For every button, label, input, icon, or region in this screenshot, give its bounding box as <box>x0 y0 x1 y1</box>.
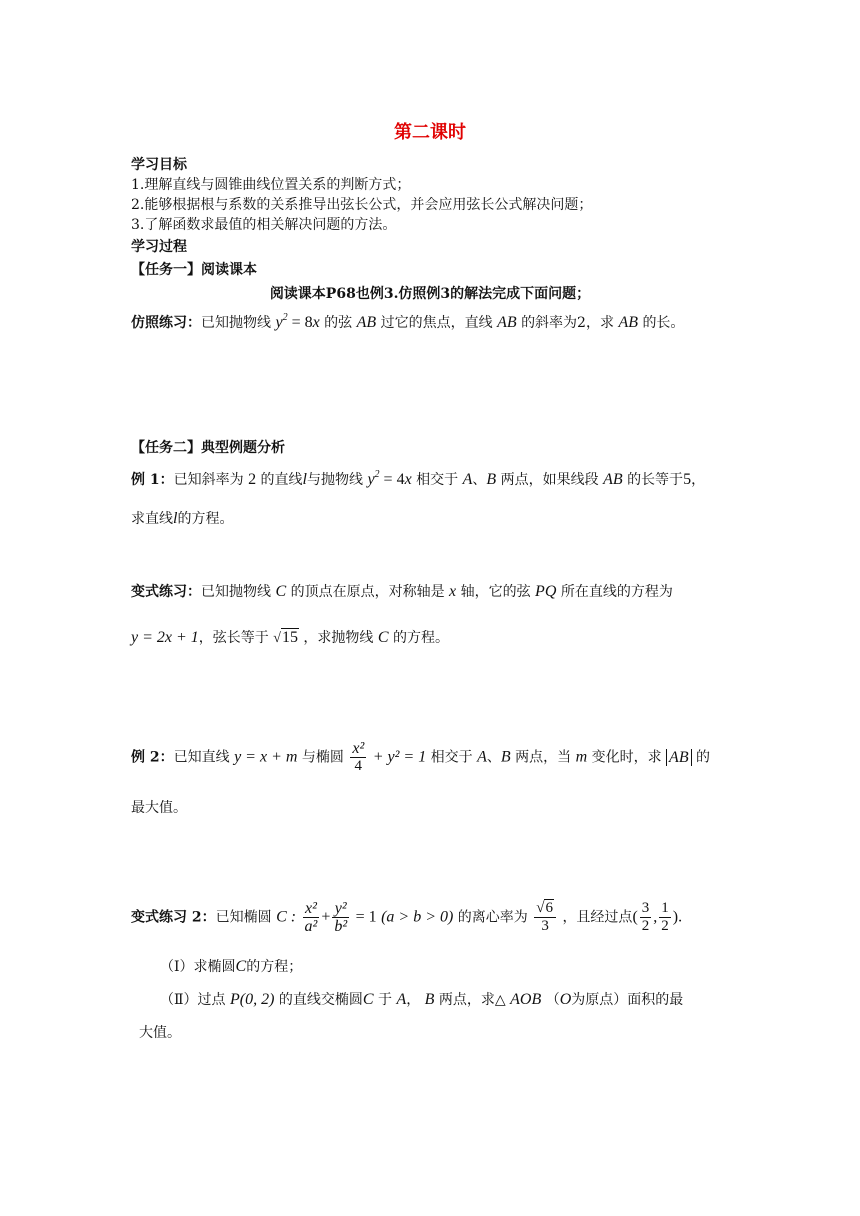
example-text: ， <box>691 472 706 488</box>
point-b: B <box>486 471 497 488</box>
example-1 <box>131 469 705 489</box>
sqrt-symbol: √6 <box>536 900 553 916</box>
example-2 <box>131 740 710 775</box>
variation-text: 的离心率为 <box>457 909 528 926</box>
exercise-label: 仿照练习： <box>131 315 201 331</box>
triangle-aob: AOB <box>510 991 542 1008</box>
origin-o: O <box>559 991 572 1008</box>
example-label: 例 2： <box>131 749 174 766</box>
variation-text: ， <box>406 992 421 1008</box>
exercise-text: 的斜率为2，求 <box>521 315 614 331</box>
example-text: 与椭圆 <box>301 749 344 766</box>
variation-2-part-1 <box>160 956 302 976</box>
imitation-exercise <box>131 312 684 332</box>
example-text: 两点，当 <box>515 749 572 766</box>
point-a: A <box>396 991 407 1008</box>
variation-text: ，弦长等于 <box>198 630 269 646</box>
fraction-denominator: b² <box>334 918 348 935</box>
objective-item: 1.理解直线与圆锥曲线位置关系的判断方式； <box>131 177 411 193</box>
sqrt-value: 15 <box>281 629 298 646</box>
example-text: 两点，如果线段 <box>500 472 599 488</box>
plus-sign: + <box>321 908 331 926</box>
fraction-denominator: 2 <box>661 918 669 934</box>
line-l: l <box>173 510 178 527</box>
ellipse-c: C <box>235 958 247 975</box>
condition: (a > b > 0) <box>381 908 454 926</box>
fraction-numerator: x² <box>303 900 320 918</box>
variation-label: 变式练习 2： <box>131 909 216 926</box>
variation-text: （ <box>545 992 560 1008</box>
point-b: B <box>424 991 435 1008</box>
example-text: 与抛物线 <box>306 472 363 488</box>
ellipse-equation-rest: + y² = 1 <box>372 748 427 766</box>
exercise-text: 过它的焦点，直线 <box>380 315 493 331</box>
variation-text: 的直线交椭圆 <box>278 992 363 1008</box>
objective-item: 3.了解函数求最值的相关解决问题的方法。 <box>131 217 397 233</box>
sqrt-symbol: √15 <box>273 629 298 646</box>
point-p: P(0, 2) <box>229 991 275 1008</box>
point-a: A <box>462 471 473 488</box>
task1-heading: 【任务一】阅读课本 <box>131 262 257 278</box>
paren: ). <box>672 908 683 926</box>
exercise-text: 的长。 <box>642 315 685 331</box>
example-2-line-2: 最大值。 <box>131 800 187 816</box>
example-text: 的长等于 <box>627 472 684 488</box>
point-b: B <box>500 748 511 766</box>
example-text: 的方程。 <box>177 511 234 527</box>
variation-2-part-2 <box>160 989 683 1009</box>
variation-label: 变式练习： <box>131 584 201 600</box>
variation-text: （Ⅰ）求椭圆 <box>160 959 236 975</box>
curve-c: C <box>377 629 389 646</box>
variation-text: 为原点）面积的最 <box>571 992 684 1008</box>
page-title: 第二课时 <box>394 122 466 143</box>
variation-1 <box>131 581 673 601</box>
variation-text: 的顶点在原点，对称轴是 <box>290 584 445 600</box>
variation-text: 轴，它的弦 <box>460 584 531 600</box>
example-text: 求直线 <box>131 511 173 527</box>
variation-text: 已知抛物线 <box>201 584 271 600</box>
task1-instruction: 阅读课本P68也例3.仿照例3的解法完成下面问题； <box>269 286 591 302</box>
abs-ab: AB <box>666 749 692 766</box>
point-a: A <box>477 748 487 766</box>
variable-m: m <box>575 748 588 766</box>
fraction <box>303 900 320 935</box>
fraction-denominator: a² <box>304 918 318 935</box>
curve-c: C <box>275 583 287 600</box>
ellipse-c: C <box>362 991 374 1008</box>
chord-ab: AB <box>618 314 638 331</box>
chord-ab: AB <box>497 314 517 331</box>
chord-ab: AB <box>356 314 377 331</box>
task2-heading: 【任务二】典型例题分析 <box>131 440 285 456</box>
fraction-numerator <box>534 900 556 918</box>
fraction <box>659 900 671 935</box>
segment-ab: AB <box>603 471 623 488</box>
comma: , <box>653 908 658 926</box>
variation-text: 已知椭圆 <box>215 909 272 926</box>
example-text: 的 <box>696 749 711 766</box>
variation-text: 所在直线的方程为 <box>560 584 673 600</box>
fraction-numerator: x² <box>352 740 365 757</box>
process-heading: 学习过程 <box>131 239 187 255</box>
variation-text: 于 <box>377 992 392 1008</box>
variation-2 <box>131 900 682 935</box>
variation-text: 的方程。 <box>392 630 449 646</box>
separator: 、 <box>472 472 487 488</box>
fraction-numerator: y² <box>332 900 349 918</box>
example-label: 例 1： <box>131 472 174 488</box>
variation-1-line-2 <box>131 627 449 647</box>
example-1-line-2 <box>131 508 233 528</box>
fraction <box>350 740 366 775</box>
separator: 、 <box>486 749 501 766</box>
line-equation: y = x + m <box>234 748 298 766</box>
axis-x: x <box>449 583 457 600</box>
fraction-denominator: 4 <box>354 758 363 774</box>
chord-pq: PQ <box>535 583 557 600</box>
example-text: 相交于 <box>430 749 473 766</box>
fraction-denominator: 3 <box>541 918 549 934</box>
ellipse-c: C : <box>276 908 297 926</box>
example-text: 已知斜率为 <box>173 472 244 488</box>
example-text: 已知直线 <box>173 749 230 766</box>
fraction-denominator: 2 <box>641 918 650 934</box>
example-text: 的直线 <box>260 472 303 488</box>
length-value: 5 <box>683 471 692 488</box>
fraction <box>640 900 652 935</box>
fraction <box>332 900 349 935</box>
paren: ( <box>632 908 638 926</box>
fraction-numerator: 1 <box>661 900 669 916</box>
slope-value: 2 <box>248 471 257 488</box>
eccentricity-fraction <box>534 900 556 935</box>
equation-rest: = 1 <box>355 908 377 926</box>
variation-text: 两点，求△ <box>438 992 506 1008</box>
line-l: l <box>302 471 307 488</box>
objective-item: 2.能够根据根与系数的关系推导出弦长公式，并会应用弦长公式解决问题； <box>131 197 593 213</box>
line-equation: y = 2x + 1 <box>131 629 199 646</box>
example-text: 变化时，求 <box>591 749 662 766</box>
parabola-equation: $y^2 = 4x$ <box>367 469 412 488</box>
sqrt-value: 6 <box>545 900 553 916</box>
parabola-equation: $y^2 = 8x$ <box>275 312 320 331</box>
variation-text: ，求抛物线 <box>303 630 374 646</box>
exercise-text: 已知抛物线 <box>201 315 271 331</box>
variation-text: （Ⅱ）过点 <box>160 992 226 1008</box>
variation-2-part-2-line-2: 大值。 <box>139 1025 181 1041</box>
variation-text: 的方程； <box>246 959 303 975</box>
variation-text: ，且经过点 <box>562 909 633 926</box>
fraction-numerator: 3 <box>641 900 650 916</box>
objectives-heading: 学习目标 <box>131 157 187 173</box>
example-text: 相交于 <box>416 472 459 488</box>
exercise-text: 的弦 <box>324 315 353 331</box>
